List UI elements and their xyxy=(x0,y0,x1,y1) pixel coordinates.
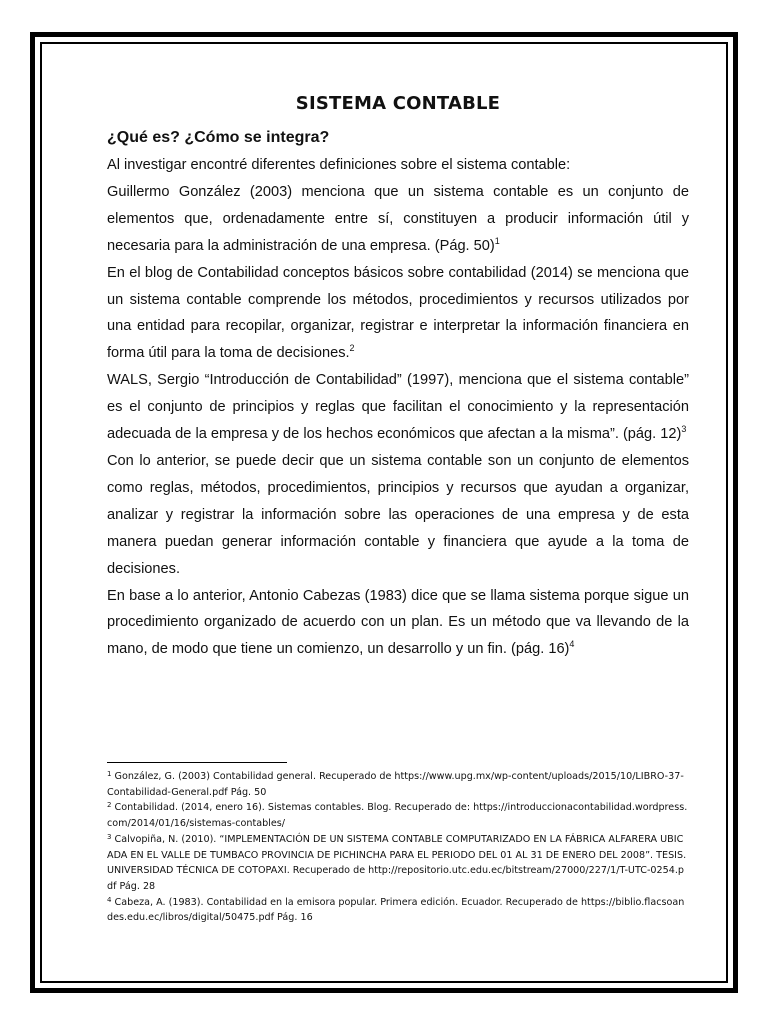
footnote-number: 3 xyxy=(107,832,112,841)
footnote-text: Contabilidad. (2014, enero 16). Sistemas contables. Blog. Recuperado de: https://introduccionacontabilidad.wordpress.com/2014/01/16/sistemas-contables/ xyxy=(107,802,688,830)
paragraph-text: En el blog de Contabilidad conceptos básicos sobre contabilidad (2014) se menciona que un sistema contable comprende los métodos, procedimientos y recursos utilizados por una entidad para recopilar, organizar, registrar e interpretar la información financiera en forma útil para la toma de decisiones. xyxy=(107,264,689,362)
footnote-text: Calvopiña, N. (2010). “IMPLEMENTACIÓN DE UN SISTEMA CONTABLE COMPUTARIZADO EN LA FÁBRICA ALFARERA UBICADA EN EL VALLE DE TUMBACO PROVINCIA DE PICHINCHA PARA EL PERIODO DEL 01 AL 31 DE ENERO DEL 2008”. TESIS. UNIVERSIDAD TÉCNICA DE COTOPAXI. Recuperado de http://repositorio.utc.edu.ec/bitstream/27000/227/1/T-UTC-0254.pdf Pág. 28 xyxy=(107,833,687,892)
paragraph-summary xyxy=(107,448,689,583)
footnote-ref[interactable]: 1 xyxy=(494,235,500,246)
footnote-ref[interactable]: 4 xyxy=(569,639,575,650)
footnote-number: 4 xyxy=(107,895,112,904)
paragraph-text: En base a lo anterior, Antonio Cabezas (1983) dice que se llama sistema porque sigue un procedimiento organizado de acuerdo con un plan. Es un método que va llevando de la mano, de modo que tiene un comienzo, un desarrollo y un fin. (pág. 16) xyxy=(107,587,689,658)
paragraph-text: WALS, Sergio “Introducción de Contabilidad” (1997), menciona que el sistema contable” es el conjunto de principios y reglas que facilitan el conocimiento y la representación adecuada de la empresa y de los hechos económicos que afectan a la misma”. (pág. 12) xyxy=(107,372,689,443)
document-title: SISTEMA CONTABLE xyxy=(295,93,501,114)
footnote-text: Cabeza, A. (1983). Contabilidad en la emisora popular. Primera edición. Ecuador. Recuperado de https://biblio.flacsoandes.edu.ec/libros/digital/50475.pdf Pág. 16 xyxy=(107,896,685,924)
footnote-text: González, G. (2003) Contabilidad general. Recuperado de https://www.upg.mx/wp-content/uploads/2015/10/LIBRO-37-Contabilidad-General.pdf Pág. 50 xyxy=(107,771,684,798)
paragraph-text: Guillermo González (2003) menciona que un sistema contable es un conjunto de elementos que, ordenadamente entre sí, constituyen a producir información útil y necesaria para la administración de una empresa. (Pág. 50) xyxy=(107,183,689,254)
paragraph-gonzalez xyxy=(107,179,689,260)
footnote-item xyxy=(107,832,689,895)
footnote-item xyxy=(107,769,689,800)
paragraph-wals xyxy=(107,367,689,448)
paragraph-cabezas xyxy=(107,583,689,664)
paragraph-text: Con lo anterior, se puede decir que un sistema contable son un conjunto de elementos como reglas, métodos, procedimientos, principios y recursos que ayudan a organizar, analizar y registrar la información sobre las operaciones de una empresa y de esta manera puedan generar información contable y financiera que ayude a la toma de decisiones. xyxy=(107,452,689,577)
paragraph-blog xyxy=(107,260,689,368)
footnote-number: 1 xyxy=(107,770,112,778)
footnote-separator xyxy=(107,762,287,763)
footnote-ref[interactable]: 3 xyxy=(681,424,687,435)
footnote-item xyxy=(107,800,689,831)
document-body xyxy=(107,88,689,924)
section-heading: ¿Qué es? ¿Cómo se integra? xyxy=(107,129,330,146)
paragraph-intro xyxy=(107,152,689,179)
footnotes xyxy=(107,769,689,926)
footnote-number: 2 xyxy=(107,801,112,810)
paragraph-text: Al investigar encontré diferentes definiciones sobre el sistema contable: xyxy=(107,157,571,173)
footnote-item xyxy=(107,895,689,926)
footnote-ref[interactable]: 2 xyxy=(349,343,355,354)
